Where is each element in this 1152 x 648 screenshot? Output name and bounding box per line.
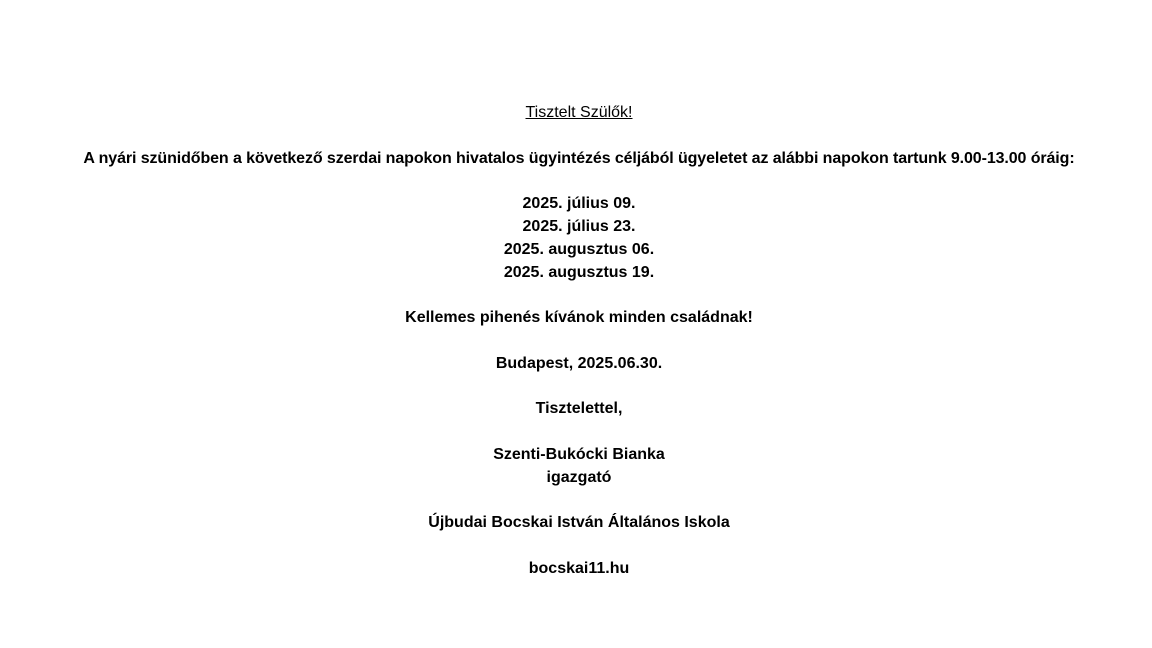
signer-name: Szenti-Bukócki Bianka (493, 445, 665, 463)
spacer (0, 535, 1152, 558)
duty-dates-list (0, 193, 1152, 284)
salutation: Tisztelt Szülők! (525, 104, 633, 121)
spacer (0, 490, 1152, 513)
intro-text: A nyári szünidőben a következő szerdai napokon hivatalos ügyintézés céljából ügyeletet az alábbi napokon tartunk 9.00-13.00 óráig: (83, 149, 1075, 167)
school-name: Újbudai Bocskai István Általános Iskola (428, 514, 730, 532)
spacer (0, 125, 1152, 148)
spacer (0, 284, 1152, 307)
spacer (0, 330, 1152, 353)
website: bocskai11.hu (528, 559, 630, 577)
duty-date: 2025. augusztus 19. (503, 263, 655, 281)
duty-date: 2025. július 09. (522, 195, 636, 213)
spacer (0, 421, 1152, 444)
spacer (0, 170, 1152, 193)
spacer (0, 376, 1152, 399)
duty-date: 2025. augusztus 06. (503, 240, 655, 258)
notice-document (0, 102, 1152, 581)
wish-text: Kellemes pihenés kívánok minden családnak! (405, 309, 753, 327)
duty-date: 2025. július 23. (522, 217, 636, 235)
signer-title: igazgató (546, 468, 612, 486)
place-date: Budapest, 2025.06.30. (495, 354, 663, 372)
closing: Tisztelettel, (535, 400, 623, 418)
